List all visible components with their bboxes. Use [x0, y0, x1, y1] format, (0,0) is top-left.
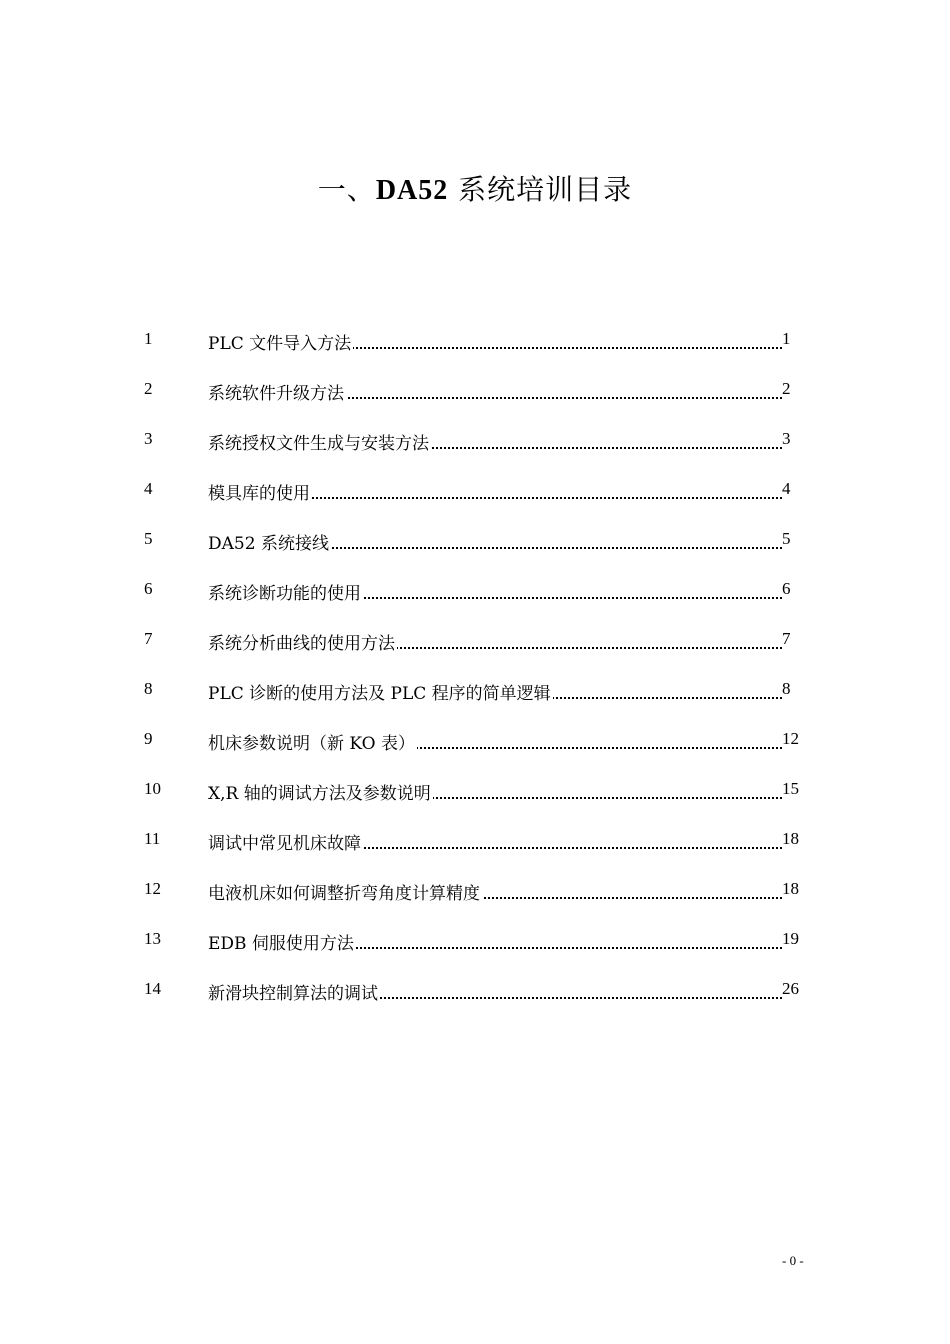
toc-entry-page: 4 [782, 479, 791, 498]
toc-entry[interactable] [0, 775, 950, 825]
toc-entry-page: 18 [782, 879, 799, 898]
toc-entry-page: 7 [782, 629, 791, 648]
toc-entry-title: 系统授权文件生成与安装方法 [208, 429, 431, 454]
toc-entry-title: 系统分析曲线的使用方法 [208, 629, 397, 654]
toc-entry-title: X,R 轴的调试方法及参数说明 [208, 779, 433, 804]
toc-entry[interactable] [0, 325, 950, 375]
page-number: - 0 - [782, 1253, 804, 1268]
toc-entry-title: EDB 伺服使用方法 [208, 929, 356, 954]
toc-entry-title: 新滑块控制算法的调试 [208, 979, 380, 1004]
toc-entry-title: DA52 系统接线 [208, 529, 331, 554]
toc-entry-number: 1 [144, 329, 153, 348]
toc-entry-page: 26 [782, 979, 799, 998]
toc-entry-number: 3 [144, 429, 153, 448]
toc-entry-number: 11 [144, 829, 161, 848]
toc-entry[interactable] [0, 475, 950, 525]
toc-entry-number: 7 [144, 629, 153, 648]
toc-entry-page: 2 [782, 379, 791, 398]
toc-entry[interactable] [0, 525, 950, 575]
toc-entry-number: 13 [144, 929, 161, 948]
title-prefix: 一、 [317, 173, 376, 206]
toc-entry[interactable] [0, 975, 950, 1025]
toc-entry-page: 8 [782, 679, 791, 698]
toc-entry-number: 8 [144, 679, 153, 698]
title-bold: DA52 [375, 175, 449, 206]
toc-entry-number: 10 [144, 779, 161, 798]
toc-entry-number: 9 [144, 729, 153, 748]
toc-entry[interactable] [0, 925, 950, 975]
page-title [0, 168, 950, 208]
toc-entry-page: 18 [782, 829, 799, 848]
toc-entry-title: PLC 诊断的使用方法及 PLC 程序的简单逻辑 [208, 679, 553, 704]
toc-entry[interactable] [0, 625, 950, 675]
toc-entry-page: 12 [782, 729, 799, 748]
toc-entry-title: PLC 文件导入方法 [208, 329, 353, 354]
toc-entry-title: 系统软件升级方法 [208, 379, 346, 404]
toc-entry-number: 2 [144, 379, 153, 398]
toc-entry-number: 5 [144, 529, 153, 548]
toc-entry-page: 6 [782, 579, 791, 598]
toc-entry-title: 调试中常见机床故障 [208, 829, 363, 854]
toc-entry-page: 15 [782, 779, 799, 798]
toc-entry-number: 12 [144, 879, 161, 898]
toc-entry-title: 机床参数说明（新 KO 表） [208, 729, 417, 754]
toc-entry[interactable] [0, 575, 950, 625]
toc-entry[interactable] [0, 425, 950, 475]
toc-entry-page: 19 [782, 929, 799, 948]
toc-entry-page: 3 [782, 429, 791, 448]
toc-entry[interactable] [0, 875, 950, 925]
toc-entry[interactable] [0, 375, 950, 425]
toc-entry-number: 4 [144, 479, 153, 498]
toc-entry-title: 电液机床如何调整折弯角度计算精度 [208, 879, 482, 904]
toc-entry-page: 5 [782, 529, 791, 548]
title-suffix: 系统培训目录 [458, 173, 633, 206]
toc-entry-title: 系统诊断功能的使用 [208, 579, 363, 604]
toc-entry[interactable] [0, 675, 950, 725]
toc-entry[interactable] [0, 825, 950, 875]
toc-entry-page: 1 [782, 329, 791, 348]
toc-entry-title: 模具库的使用 [208, 479, 312, 504]
table-of-contents [0, 325, 950, 1025]
toc-entry[interactable] [0, 725, 950, 775]
toc-entry-number: 14 [144, 979, 161, 998]
toc-entry-number: 6 [144, 579, 153, 598]
